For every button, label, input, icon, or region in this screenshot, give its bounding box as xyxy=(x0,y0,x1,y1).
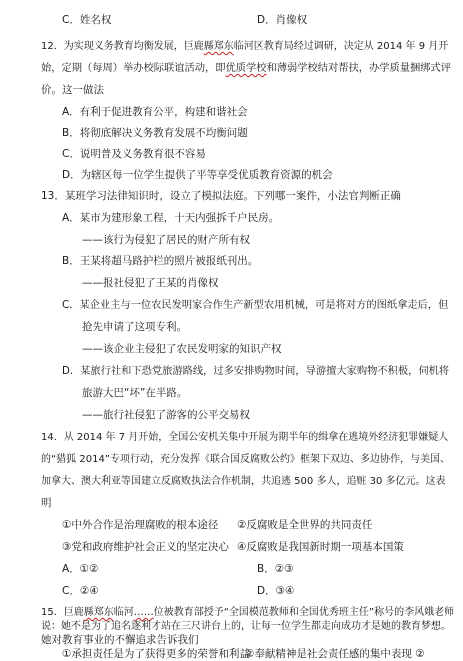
q12-option-d: D．为辖区每一位学生提供了平等享受优质教育资源的机会 xyxy=(62,169,333,181)
q12-wavy-term: 优质学校 xyxy=(225,62,267,74)
q12-option-c: C．说明普及义务教育很不容易 xyxy=(62,148,206,160)
q13-option-b: B．王某将超马路护栏的照片被报纸刊出。 xyxy=(62,255,259,267)
q15-wavy-name: 縣郑东 xyxy=(83,607,114,618)
top-option-d: D．肖像权 xyxy=(257,14,308,26)
q13-option-d: D．某旅行社和下恐党旅游路线，过多安排购物时间，导游擅大家购物不积极，伺机将 xyxy=(62,365,450,377)
q14-stem-line4: 明 xyxy=(41,497,52,509)
q13-option-a: A．某市为建形象工程，十天内强拆千户民房。 xyxy=(62,212,280,224)
q13-option-d-verdict: ——旅行社侵犯了游客的公平交易权 xyxy=(82,409,250,421)
q14-option-d: D．③④ xyxy=(257,585,295,597)
q14-option-c: C．②④ xyxy=(62,585,99,597)
q13-option-c-verdict: ——该企业主侵犯了农民发明家的知识产权 xyxy=(82,343,282,355)
q13-option-c: C．某企业主与一位农民发明家合作生产新型农用机械，可是将对方的图纸拿走后，但 xyxy=(62,299,449,311)
q14-option-a: A．①② xyxy=(62,563,99,575)
q13-option-d-cont: 旅游大巴“坏”在半路。 xyxy=(82,387,188,399)
top-option-c: C．姓名权 xyxy=(62,14,112,26)
q14-option-b: B．②③ xyxy=(257,563,294,575)
q13-stem: 13．某班学习法律知识时，设立了模拟法庭。下列哪一案件，小法官判断正确 xyxy=(41,190,401,202)
q14-stem-line3: 加拿大、澳大利亚等国建立反腐败执法合作机制，共追逃 500 多人，追赃 30 多亿元。这表 xyxy=(41,476,446,487)
q12-option-a: A．有利于促进教育公平，构建和谐社会 xyxy=(62,106,248,118)
q14-stem-line1: 14．从 2014 年 7 月开始，全国公安机关集中开展为期半年的缉拿在逃境外经济犯罪嫌疑人 xyxy=(41,432,449,443)
q15-stem-line1: 15．巨鹿縣郑东临河……位被教育部授予“全国模范教师和全国优秀班主任”称号的李风娥老师 xyxy=(41,607,455,618)
q14-statement-2: ②反腐败是全世界的共同责任 xyxy=(237,519,373,531)
q12-stem-line2: 始，定期（每周）举办校际联谊活动，即优质学校和薄弱学校结对帮扶，办学质量捆绑式评 xyxy=(41,62,452,74)
q12-stem-line1: 12．为实现义务教育均衡发展，巨鹿縣郑东临河区教育局经过调研，决定从 2014 年 9 月开 xyxy=(41,41,449,52)
q12-option-b: B．将彻底解决义务教育发展不均衡问题 xyxy=(62,127,248,139)
q14-stem-line2: 的“猎狐 2014”专项行动，充分发挥《联合国反腐败公约》框架下双边、多边协作，与美国、 xyxy=(41,454,450,465)
q13-option-a-verdict: ——该行为侵犯了居民的财产所有权 xyxy=(82,234,250,246)
q14-statement-4: ④反腐败是我国新时期一项基本国策 xyxy=(237,541,404,553)
q14-statement-3: ③党和政府维护社会正义的坚定决心 xyxy=(62,541,229,553)
q15-statement-2: ②奉献精神是社会责任感的集中表现 ② xyxy=(245,648,425,660)
q12-stem-line3: 价。这一做法 xyxy=(41,84,104,96)
q14-statement-1: ①中外合作是治理腐败的根本途径 xyxy=(62,519,219,531)
q12-wavy-name: 縣郑东 xyxy=(203,41,234,52)
q15-stem-line3: 她对教育事业的不懈追求告诉我们 xyxy=(41,634,199,646)
q13-option-c-cont: 抢先申请了这项专利。 xyxy=(82,321,187,333)
q13-option-b-verdict: ——报社侵犯了王某的肖像权 xyxy=(82,277,219,289)
q15-statement-1: ①承担责任是为了获得更多的荣誉和利益 xyxy=(62,648,250,660)
q15-stem-line2: 说：她不是为了追名逐利才站在三尺讲台上的，让每一位学生都走向成功才是她的教育梦想。 xyxy=(41,621,451,632)
